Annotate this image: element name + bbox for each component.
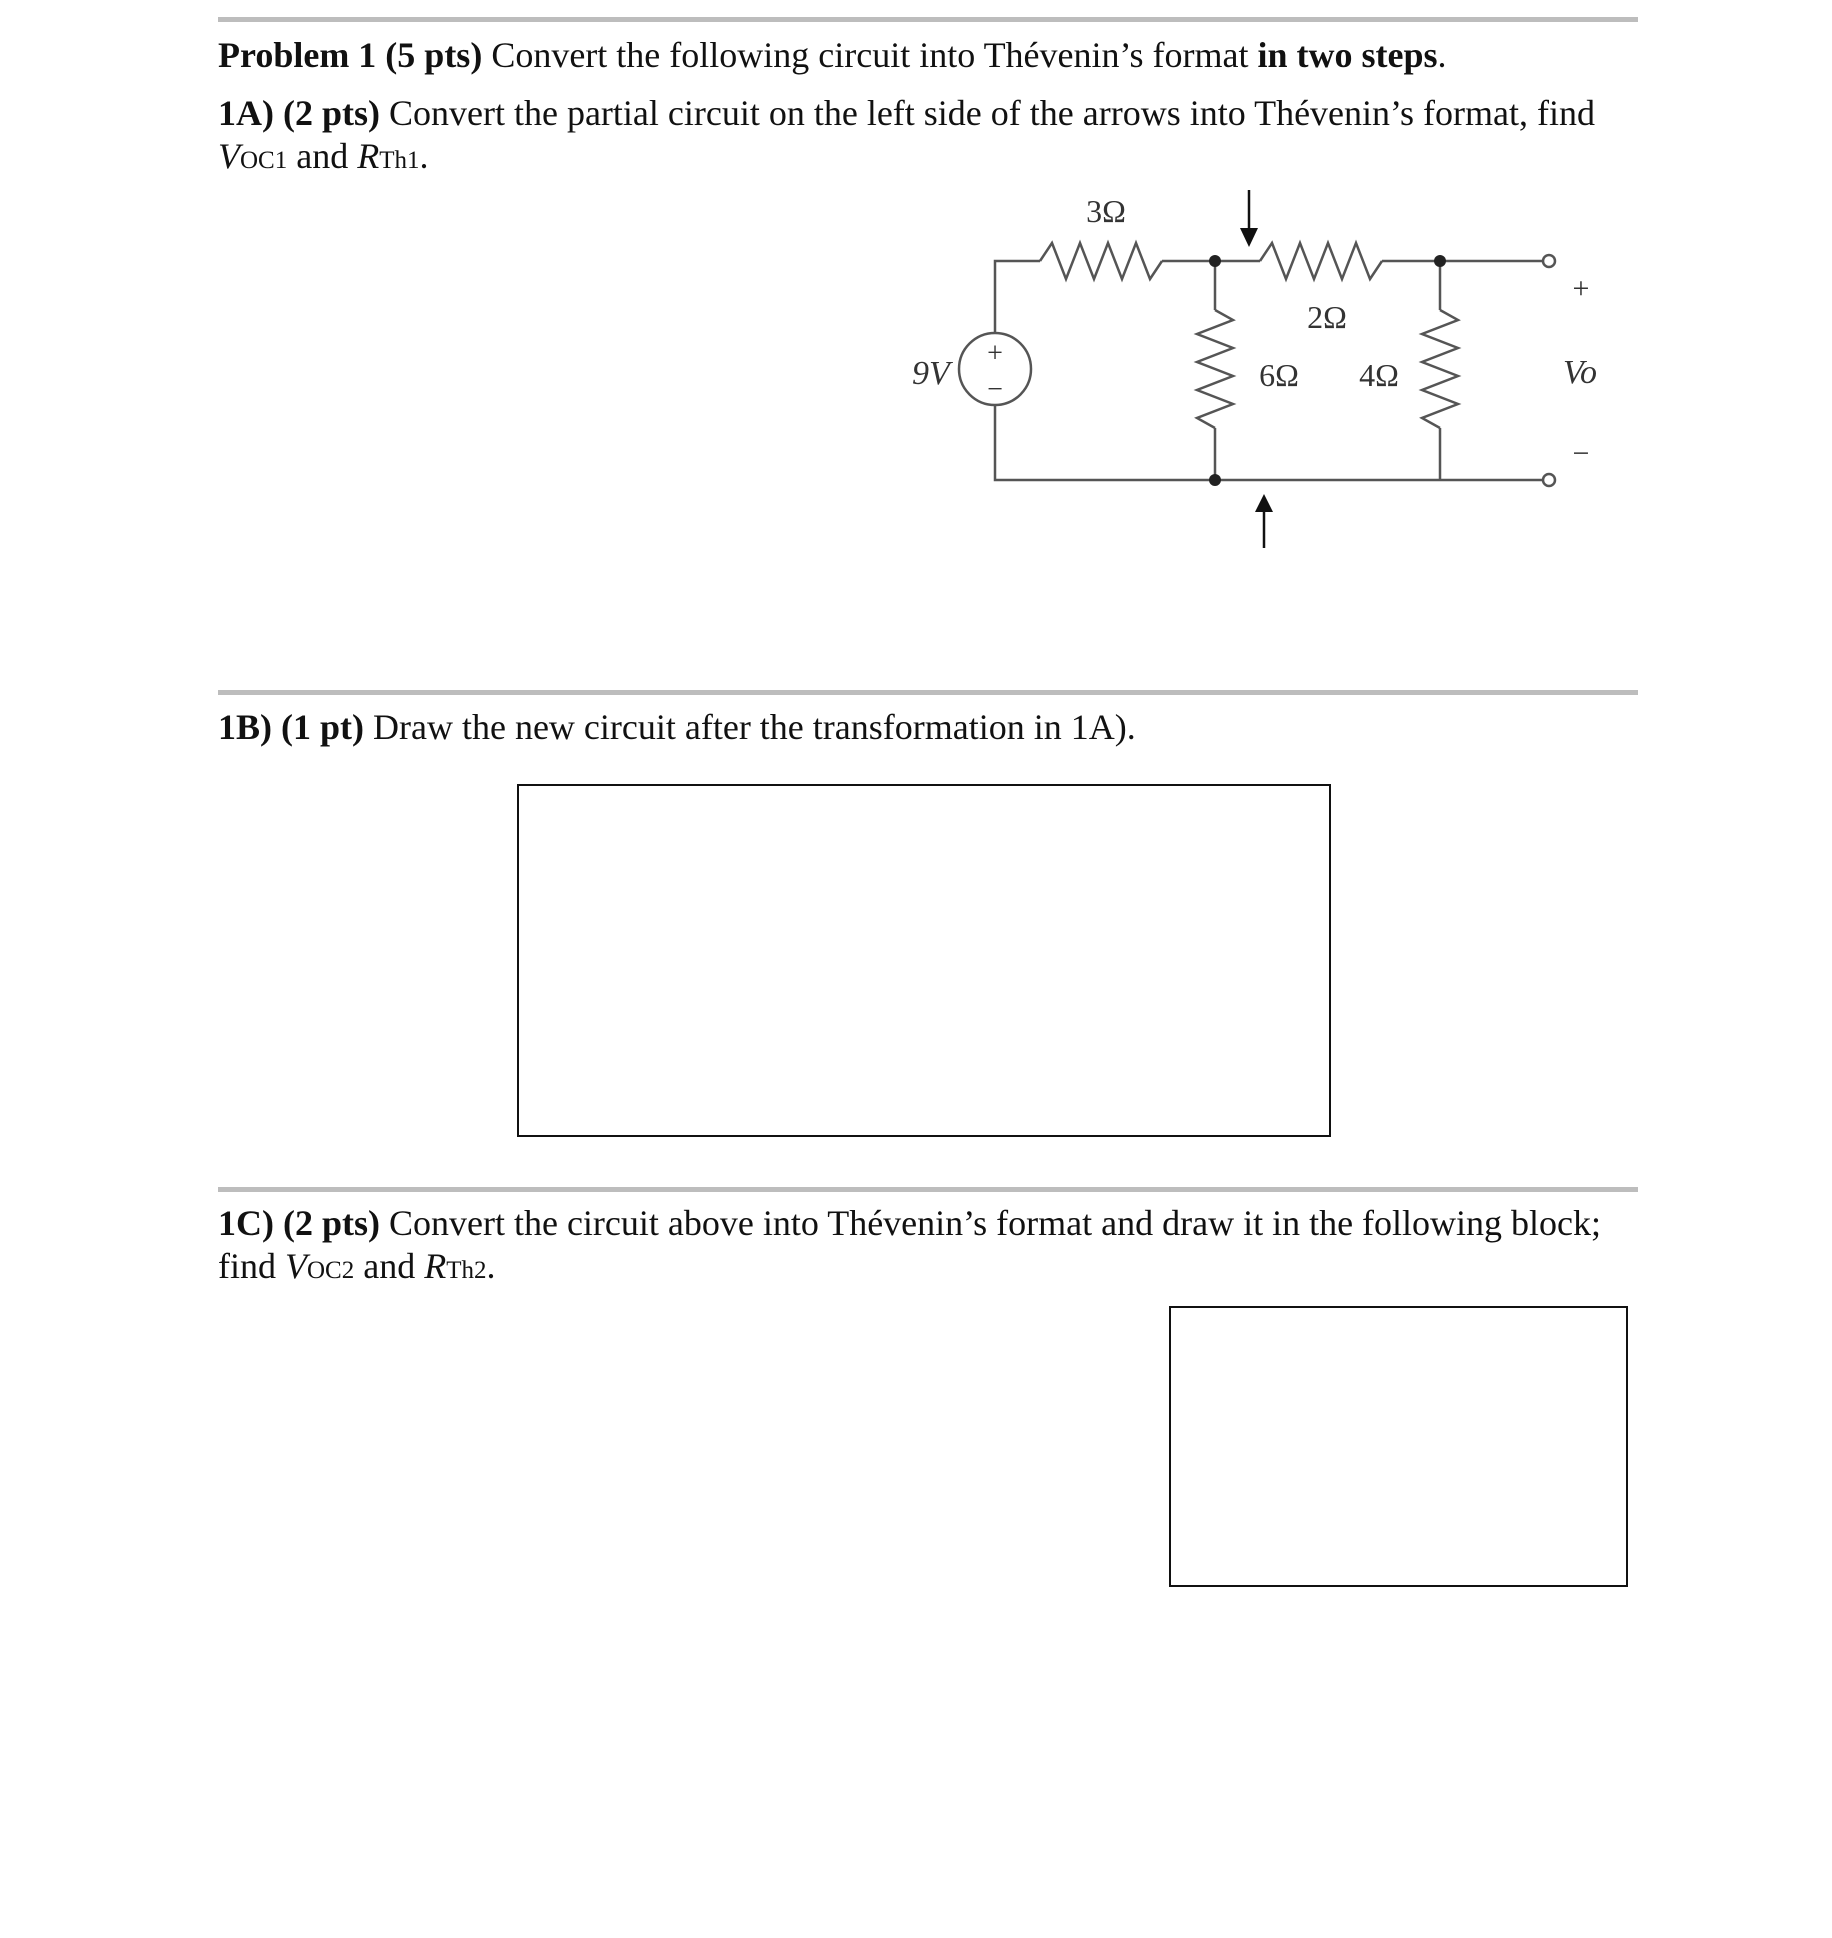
part-c-text: Convert the circuit above into Thévenin’s format and draw it in the following block; [388,1203,1602,1243]
problem-1-emphasis: in two steps [1257,35,1438,75]
part-c-line-2: find VOC2 and RTh2. [218,1246,496,1286]
source-plus: + [987,338,1003,369]
problem-1-heading: Problem 1 (5 pts) [218,35,483,75]
node-bottom [1209,474,1221,486]
part-a-label: 1A) (2 pts) [218,93,380,133]
rth1-symbol: R [357,136,380,176]
node-top-right [1434,255,1446,267]
resistor-2-ohm [1260,243,1382,279]
part-a-text: Convert the partial circuit on the left side of the arrows into Thévenin’s format, find [388,93,1595,133]
rth1-subscript: Th1 [379,147,420,174]
terminal-bottom [1543,474,1555,486]
part-b-label: 1B) (1 pt) [218,707,364,747]
voc1-subscript: OC1 [240,147,288,174]
part-c-label: 1C) (2 pts) [218,1203,380,1243]
voc2-subscript: OC2 [307,1257,355,1284]
resistor-3-ohm [1040,243,1162,279]
resistor-6-ohm [1197,310,1233,428]
output-minus: − [1572,437,1590,470]
label-2-ohm: 2Ω [1307,299,1347,335]
part-b-statement [218,705,1136,749]
part-a-line-2: VOC1 and RTh1. [218,136,429,176]
arrow-down-icon [1240,228,1258,247]
answer-box-1b[interactable] [517,784,1331,1137]
divider-1b [218,690,1638,695]
output-plus: + [1572,272,1590,305]
rth2-subscript: Th2 [446,1257,487,1284]
output-voltage-label: Vo [1563,354,1597,391]
answer-box-1c[interactable] [1169,1306,1628,1587]
circuit-diagram [0,0,1832,600]
divider-1c [218,1187,1638,1192]
source-minus: − [987,374,1003,405]
voc1-symbol: V [218,136,240,176]
part-c-line-1 [218,1201,1601,1245]
resistor-4-ohm [1422,310,1458,428]
label-6-ohm: 6Ω [1259,357,1299,393]
arrow-up-icon [1255,494,1273,512]
node-top-left [1209,255,1221,267]
terminal-top [1543,255,1555,267]
rth2-symbol: R [424,1246,447,1286]
part-b-text: Draw the new circuit after the transformation in 1A). [373,707,1136,747]
label-9v: 9V [912,355,950,392]
label-3-ohm: 3Ω [1086,193,1126,229]
problem-1-statement: Problem 1 (5 pts) Convert the following circuit into Thévenin’s format in two steps. [218,35,1447,75]
problem-1-text: Convert the following circuit into Thévenin’s format [491,35,1249,75]
voc2-symbol: V [285,1246,307,1286]
label-4-ohm: 4Ω [1359,357,1399,393]
